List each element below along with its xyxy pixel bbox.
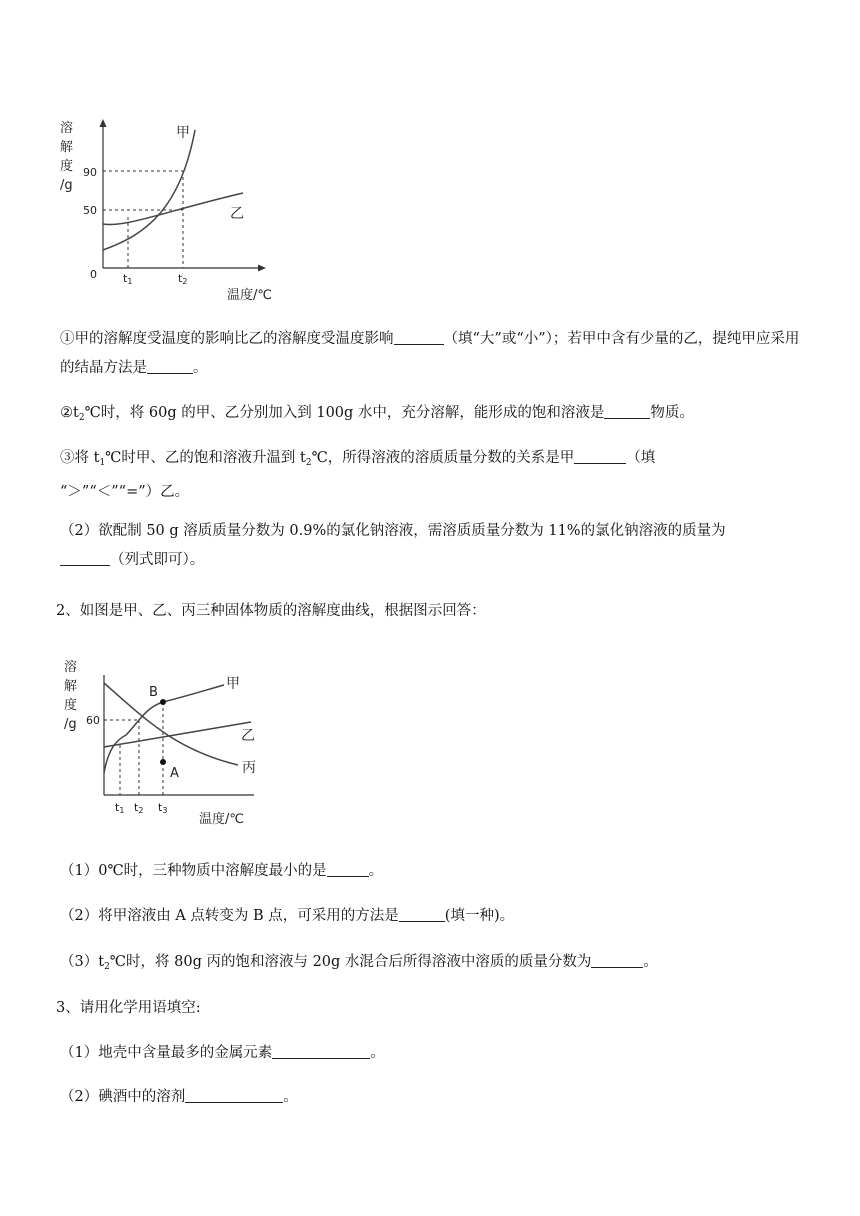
fig2-tick-t2: t2 [134, 801, 144, 815]
q2-s3-sub: 2 [104, 962, 110, 972]
fig2-ylabel-3: 度 [64, 698, 78, 713]
q2-s1-end: 。 [368, 863, 384, 879]
fig1-x-arrow [258, 265, 266, 272]
q1-p3-line2: “＞”“＜”“=”）乙。 [60, 484, 190, 500]
q3-s2-end: 。 [283, 1089, 298, 1105]
q2-s3-pre: （3）t [60, 954, 105, 970]
q3-s1-text: （1）地壳中含量最多的金属元素 [60, 1045, 273, 1061]
fig2-label-jia: 甲 [226, 676, 240, 692]
q1-p1-end: 。 [193, 360, 208, 376]
fig2-ylabel-1: 溶 [64, 660, 78, 675]
q1-p4-blank[interactable] [60, 550, 110, 566]
fig1-xlabel: 温度/℃ [227, 288, 272, 303]
q1-p1-text: ①甲的溶解度受温度的影响比乙的溶解度受温度影响 [60, 331, 394, 347]
fig2-ylabel-2: 解 [64, 679, 78, 694]
q1-p1-text2: （填“大”或“小”）；若甲中含有少量的乙，提纯甲应采用的结晶方法是 [60, 331, 800, 376]
q1-p2-text: ℃时，将 60g 的甲、乙分别加入到 100g 水中，充分溶解，能形成的饱和溶液是 [84, 405, 605, 421]
fig1-origin: 0 [90, 268, 97, 281]
q3-s2-text: （2）碘酒中的溶剂 [60, 1089, 186, 1105]
q2-title [56, 597, 801, 626]
fig1-curve-yi [103, 193, 243, 225]
fig1-tick-t2: t2 [178, 272, 188, 286]
fig1-tick-50: 50 [83, 204, 97, 217]
fig2-label-a: A [170, 766, 179, 781]
figure-2-svg [56, 655, 266, 835]
fig2-ylabel-4: /g [64, 717, 77, 732]
fig2-tick-t1: t1 [115, 801, 125, 815]
figure-2-solubility-chart [56, 655, 266, 835]
fig2-label-bing: 丙 [242, 760, 256, 776]
q1-part1-text [60, 325, 805, 383]
fig1-curve-jia [103, 130, 195, 250]
q1-p2-end: 物质。 [650, 405, 694, 421]
q1-part4-text [60, 517, 805, 575]
q3-s1-end: 。 [370, 1045, 385, 1061]
fig2-curve-bing [104, 683, 238, 765]
fig1-ylabel-3: 度 [60, 159, 74, 174]
q3-s1 [60, 1039, 805, 1068]
fig2-tick-60: 60 [86, 714, 100, 727]
fig1-y-arrow [100, 119, 107, 127]
q1-p4-text: （2）欲配制 50 g 溶质质量分数为 0.9%的氯化钠溶液，需溶质质量分数为 11%的氯化钠溶液的质量为 [60, 523, 726, 539]
fig1-tick-90: 90 [83, 166, 97, 179]
q1-p3-text: ℃，所得溶液的溶质质量分数的关系是甲 [311, 450, 575, 466]
q3-s1-blank[interactable] [272, 1043, 370, 1059]
fig2-label-yi: 乙 [241, 728, 255, 744]
q1-p3-sub2: 2 [305, 458, 312, 468]
q2-s3-end: 。 [643, 954, 658, 970]
fig1-ylabel-2: 解 [60, 140, 74, 155]
q2-title-text: 2、如图是甲、乙、丙三种固体物质的溶解度曲线，根据图示回答： [56, 603, 486, 619]
figure-1-svg [50, 110, 290, 305]
q1-p3-mid: ℃时甲、乙的饱和溶液升温到 t [105, 450, 306, 466]
q1-p3-text2: （填 [626, 450, 656, 466]
fig1-ylabel-1: 溶 [60, 121, 74, 136]
fig1-tick-t1: t1 [123, 272, 133, 286]
q2-s3-text: ℃时，将 80g 丙的饱和溶液与 20g 水混合后所得溶液中溶质的质量分数为 [109, 954, 592, 970]
q1-p2-blank[interactable] [604, 403, 650, 419]
q2-s1-blank[interactable] [327, 861, 369, 877]
q2-s1-text: （1）0℃时，三种物质中溶解度最小的是 [60, 863, 327, 879]
q2-s3-blank[interactable] [591, 952, 643, 968]
q2-s2-end: (填一种)。 [444, 908, 515, 924]
q2-s2-blank[interactable] [399, 906, 445, 922]
fig1-label-yi: 乙 [230, 206, 244, 222]
fig2-tick-t3: t3 [158, 801, 168, 815]
q1-p2-sub: 2 [78, 413, 85, 423]
fig2-point-b [160, 699, 166, 705]
fig2-label-b: B [149, 685, 158, 700]
figure-1-solubility-chart [50, 110, 290, 305]
q3-title [56, 994, 801, 1023]
q1-p3-sub1: 1 [99, 458, 106, 468]
fig1-ylabel-4: /g [60, 178, 73, 193]
q2-s1 [60, 857, 805, 886]
q1-p2-pre: ②t [60, 405, 79, 421]
q1-p3-pre: ③将 t [60, 450, 100, 466]
q2-s3 [60, 948, 805, 982]
q1-part2-text [60, 399, 805, 433]
q2-s2-text: （2）将甲溶液由 A 点转变为 B 点，可采用的方法是 [60, 908, 399, 924]
fig2-point-a [160, 759, 166, 765]
q1-p4-end: （列式即可）。 [110, 552, 205, 568]
q3-s2 [60, 1083, 805, 1112]
q1-p1-blank-1[interactable] [394, 329, 444, 345]
q3-s2-blank[interactable] [185, 1087, 283, 1103]
q3-title-text: 3、请用化学用语填空: [56, 1000, 201, 1016]
fig2-xlabel: 温度/℃ [199, 812, 244, 827]
q1-p3-blank[interactable] [574, 448, 626, 464]
q1-part3-text [60, 444, 805, 507]
fig1-label-jia: 甲 [176, 125, 190, 141]
q2-s2 [60, 902, 805, 931]
q1-p1-blank-2[interactable] [147, 358, 193, 374]
